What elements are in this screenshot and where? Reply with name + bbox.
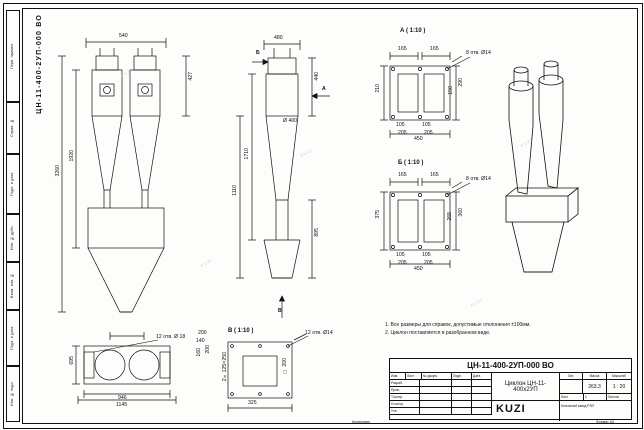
dim-bl-holes: 12 отв. Ø 18 <box>156 334 186 340</box>
row-razrab: Разраб. <box>390 380 420 387</box>
row-nkontr-name <box>420 401 452 408</box>
notes-block <box>385 322 635 338</box>
dim-b-165-2: 165 <box>430 172 439 178</box>
dim-front-427: 427 <box>188 72 194 81</box>
row-tkontr: Т.контр. <box>390 394 420 401</box>
dim-b-105-2: 105 <box>422 252 431 258</box>
margin-strip-3: Инв. № дубл. <box>6 214 20 262</box>
dim-v-holes: 12 отв. Ø14 <box>305 330 333 336</box>
dim-bl-160: 160 <box>196 348 202 357</box>
product-name: Циклон ЦН-11-400х2УП <box>492 373 560 401</box>
section-mark-b: Б <box>256 50 260 56</box>
dim-b-165-1: 165 <box>398 172 407 178</box>
lbl-sheet: Лист <box>560 394 584 401</box>
section-b-title: Б ( 1:10 ) <box>398 160 424 166</box>
lbl-sheets: Листов <box>607 394 631 401</box>
dim-b-105-1: 105 <box>396 252 405 258</box>
row-razrab-podp <box>452 380 472 387</box>
copy-label: Копировал <box>352 420 371 424</box>
dim-a-165-1: 165 <box>398 46 407 52</box>
val-lit <box>560 380 583 394</box>
dim-b-360: 360 <box>458 208 464 217</box>
dim-side-480: 480 <box>274 35 283 41</box>
watermark-2: KUZI <box>299 147 314 158</box>
dim-bl-946: 946 <box>118 395 127 401</box>
sheet-top-title: ЦН-11-400-2УП-000 ВО <box>36 14 43 114</box>
margin-strip-5: Подп. и дата <box>6 310 20 366</box>
margin-strip-0: Перв. примен. <box>6 10 20 102</box>
drawing-number: ЦН-11-400-2УП-000 ВО <box>390 359 631 373</box>
format-label: Формат A3 <box>596 420 615 424</box>
row-utv-data <box>472 408 492 415</box>
dim-b-450: 450 <box>414 266 423 272</box>
row-nkontr: Н.контр. <box>390 401 420 408</box>
col-docnum: № докум. <box>422 373 452 380</box>
watermark-1: KUZI <box>119 67 134 78</box>
note-2: 2. Циклон поставляется в разобранном виде. <box>385 329 491 336</box>
dim-a-105-2: 105 <box>422 122 431 128</box>
company-logo: KUZI <box>496 403 526 415</box>
dim-a-210: 210 <box>375 84 381 93</box>
dim-side-1710: 1710 <box>244 148 250 160</box>
dim-a-165-2: 165 <box>430 46 439 52</box>
row-tkontr-data <box>472 394 492 401</box>
dim-v-325: 325 <box>248 400 257 406</box>
col-data: Дата <box>472 373 492 380</box>
dim-front-1920: 1920 <box>69 150 75 162</box>
dim-side-1110: 1110 <box>232 185 238 196</box>
row-tkontr-podp <box>452 394 472 401</box>
dim-a-450: 450 <box>414 136 423 142</box>
watermark-4: KUZI <box>199 257 214 268</box>
section-mark-v: В <box>278 308 282 314</box>
section-mark-a: А <box>322 86 326 92</box>
row-prov-data <box>472 387 492 394</box>
margin-strip-2: Подп. и дата <box>6 154 20 214</box>
dim-a-105-1: 105 <box>396 122 405 128</box>
dim-bl-695: 695 <box>69 356 75 365</box>
dim-v-2x125: 2×125=250 <box>222 352 228 382</box>
margin-strip-1: Справ. № <box>6 102 20 154</box>
dim-bl-200: 200 <box>198 330 207 336</box>
watermark-3: KUZI <box>469 297 484 308</box>
dim-side-895: 895 <box>314 228 320 237</box>
row-razrab-name <box>420 380 452 387</box>
margin-strip-4: Взам. инв. № <box>6 262 20 310</box>
row-utv-name <box>420 408 452 415</box>
val-scale: 1 : 20 <box>607 380 631 394</box>
col-list: Лист <box>406 373 422 380</box>
col-podp: Подп. <box>452 373 472 380</box>
margin-strip-6: Инв. № подл. <box>6 366 20 422</box>
dim-a-150: 150 <box>448 86 454 95</box>
col-izm: Изм. <box>390 373 406 380</box>
dim-front-3260: 3260 <box>55 165 61 177</box>
section-v-title: В ( 1:10 ) <box>228 328 254 334</box>
dim-front-540: 540 <box>119 33 128 39</box>
row-tkontr-name <box>420 394 452 401</box>
row-nkontr-podp <box>452 401 472 408</box>
row-utv: Утв. <box>390 408 420 415</box>
note-1: 1. Все размеры для справок, допустимые отклонения ±100мм. <box>385 322 531 328</box>
val-sheet: 1 <box>584 394 607 401</box>
dim-b-375: 375 <box>375 210 381 219</box>
dim-b-holes: 8 отв. Ø14 <box>466 176 491 182</box>
row-nkontr-data <box>472 401 492 408</box>
row-prov-name <box>420 387 452 394</box>
dim-side-d400: Ø 400 <box>283 118 298 124</box>
row-razrab-data <box>472 380 492 387</box>
dim-a-205-1: 205 <box>398 130 407 136</box>
hdr-scale: Масштаб <box>607 373 631 380</box>
dim-bl-140: 140 <box>196 338 205 344</box>
val-mass: 263.3 <box>583 380 607 394</box>
dim-bl-1145: 1145 <box>116 402 128 408</box>
row-prov: Пров. <box>390 387 420 394</box>
dim-a-290: 290 <box>458 78 464 87</box>
company-sub: Котельный завод РЭП <box>561 404 594 408</box>
dim-b-205-1: 205 <box>398 260 407 266</box>
row-prov-podp <box>452 387 472 394</box>
dim-b-205-2: 205 <box>424 260 433 266</box>
watermark-5: KUZI <box>519 137 534 148</box>
dim-side-440: 440 <box>314 72 320 81</box>
dim-bl-200b: 200 <box>205 345 211 354</box>
hdr-lit: Лит. <box>560 373 583 380</box>
dim-v-sq200: □ 200 <box>282 358 288 375</box>
row-utv-podp <box>452 408 472 415</box>
section-a-title: А ( 1:10 ) <box>400 28 426 34</box>
hdr-mass: Масса <box>583 373 607 380</box>
dim-b-265: 265 <box>447 212 453 221</box>
dim-a-holes: 8 отв. Ø14 <box>466 50 491 56</box>
dim-a-205-2: 205 <box>424 130 433 136</box>
